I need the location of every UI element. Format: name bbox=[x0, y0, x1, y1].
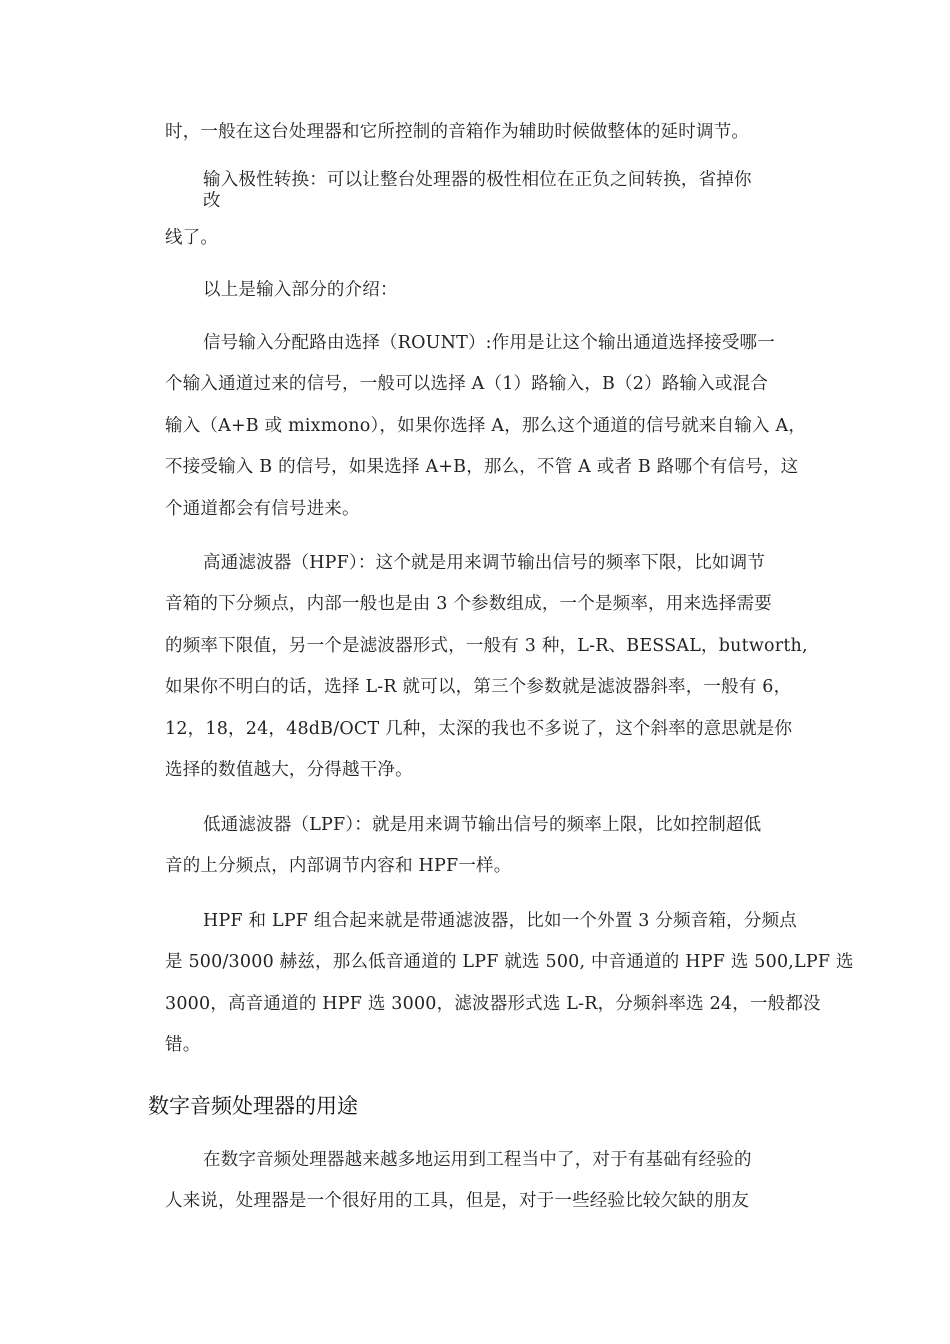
text-line: 音箱的下分频点，内部一般也是由 3 个参数组成，一个是频率，用来选择需要 bbox=[165, 594, 772, 614]
text-line: 输入（A+B 或 mixmono），如果你选择 A，那么这个通道的信号就来自输入 A， bbox=[165, 416, 807, 436]
text-line: 3000，高音通道的 HPF 选 3000，滤波器形式选 L-R，分频斜率选 24，一般都没 bbox=[165, 994, 821, 1014]
text-line: 12，18，24，48dB/OCT 几种，太深的我也不多说了，这个斜率的意思就是你 bbox=[165, 719, 793, 739]
text-line: 个输入通道过来的信号，一般可以选择 A（1）路输入，B（2）路输入或混合 bbox=[165, 374, 769, 394]
text-line: 是 500/3000 赫兹，那么低音通道的 LPF 就选 500, 中音通道的 HPF 选 500,LPF 选 bbox=[165, 952, 854, 972]
text-line: 错。 bbox=[165, 1035, 201, 1055]
text-line: 时，一般在这台处理器和它所控制的音箱作为辅助时候做整体的延时调节。 bbox=[165, 122, 750, 142]
text-line: 线了。 bbox=[165, 228, 219, 248]
text-line: 在数字音频处理器越来越多地运用到工程当中了，对于有基础有经验的 bbox=[203, 1150, 752, 1170]
text-line: 以上是输入部分的介绍： bbox=[203, 280, 398, 300]
text-line: 高通滤波器（HPF）：这个就是用来调节输出信号的频率下限，比如调节 bbox=[203, 553, 766, 573]
text-line: 低通滤波器（LPF）：就是用来调节输出信号的频率上限，比如控制超低 bbox=[203, 815, 762, 835]
section-heading: 数字音频处理器的用途 bbox=[148, 1094, 358, 1118]
text-line: HPF 和 LPF 组合起来就是带通滤波器，比如一个外置 3 分频音箱，分频点 bbox=[203, 911, 797, 931]
text-line: 人来说，处理器是一个很好用的工具，但是，对于一些经验比较欠缺的朋友 bbox=[165, 1191, 750, 1211]
text-line: 的频率下限值，另一个是滤波器形式，一般有 3 种，L-R、BESSAL，butworth, bbox=[165, 636, 808, 656]
text-line: 如果你不明白的话，选择 L-R 就可以，第三个参数就是滤波器斜率，一般有 6， bbox=[165, 677, 792, 697]
text-line: 音的上分频点，内部调节内容和 HPF一样。 bbox=[165, 856, 512, 876]
text-line: 信号输入分配路由选择（ROUNT）:作用是让这个输出通道选择接受哪一 bbox=[203, 333, 775, 353]
text-line: 不接受输入 B 的信号，如果选择 A+B，那么，不管 A 或者 B 路哪个有信号，这 bbox=[165, 457, 799, 477]
text-line: 输入极性转换：可以让整台处理器的极性相位在正负之间转换，省掉你 bbox=[203, 170, 752, 190]
text-line: 选择的数值越大，分得越干净。 bbox=[165, 760, 413, 780]
text-line: 个通道都会有信号进来。 bbox=[165, 499, 360, 519]
text-line: 改 bbox=[203, 191, 221, 211]
